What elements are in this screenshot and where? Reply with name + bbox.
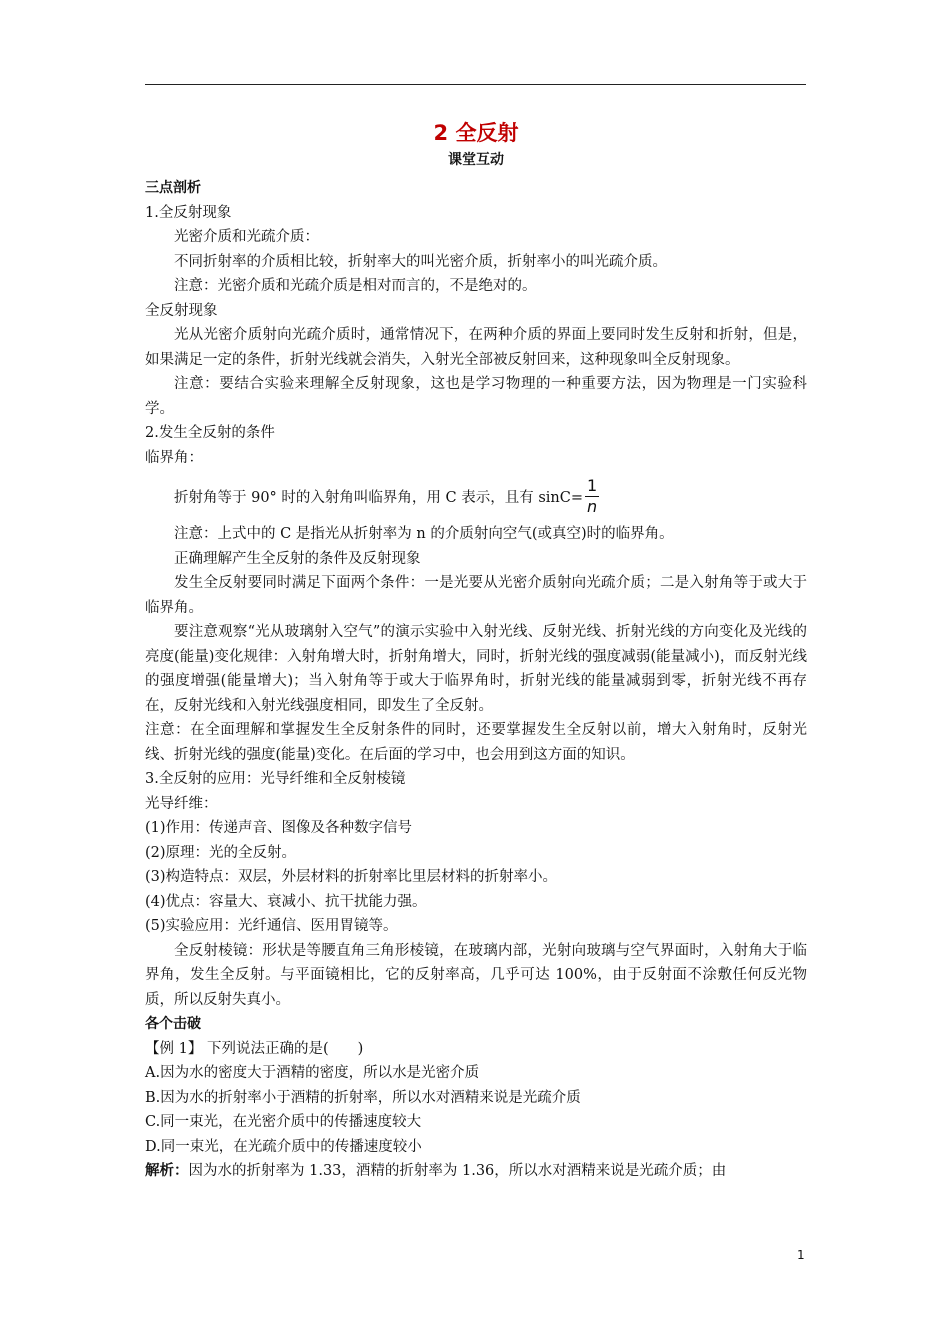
- paragraph: 发生全反射要同时满足下面两个条件：一是光要从光密介质射向光疏介质；二是入射角等于或大于临界角。: [145, 575, 807, 616]
- section-heading-analysis: 三点剖析: [145, 180, 201, 196]
- example-question: [145, 1037, 807, 1062]
- paragraph: 正确理解产生全反射的条件及反射现象: [174, 550, 421, 567]
- example-label: 【例 1】: [145, 1040, 203, 1057]
- page-number: 1: [797, 1248, 805, 1262]
- paragraph: 光密介质和光疏介质：: [174, 229, 319, 245]
- header-rule: [145, 84, 806, 85]
- paragraph: 要注意观察“光从玻璃射入空气”的演示实验中入射光线、反射光线、折射光线的方向变化及光线的亮度(能量)变化规律：入射角增大时，折射角增大，同时，折射光线的强度减弱(能量减小)，而反射光线的强度增强(能量增大)；当入射角等于或大于临界角时，折射光线的能量减弱到零，折射光线不再存在，反射光线和入射光线强度相同，即发生了全反射。: [145, 624, 807, 714]
- list-item: (3)构造特点：双层，外层材料的折射率比里层材料的折射率小。: [145, 869, 558, 885]
- note-paragraph: 注意：光密介质和光疏介质是相对而言的，不是绝对的。: [174, 278, 537, 294]
- page-subtitle: 课堂互动: [448, 152, 504, 168]
- list-item: (5)实验应用：光纤通信、医用胃镜等。: [145, 918, 398, 934]
- critical-angle-formula: [145, 470, 807, 522]
- paragraph: 不同折射率的介质相比较，折射率大的叫光密介质，折射率小的叫光疏介质。: [174, 253, 667, 270]
- subheading: 光导纤维：: [145, 795, 218, 812]
- analysis-label: 解析：: [145, 1163, 189, 1179]
- heading-conditions: 2.发生全反射的条件: [145, 425, 275, 441]
- note-paragraph: 注意：在全面理解和掌握发生全反射条件的同时，还要掌握发生全反射以前，增大入射角时，反射光线、折射光线的强度(能量)变化。在后面的学习中，也会用到这方面的知识。: [145, 722, 807, 763]
- fraction-denominator: n: [587, 496, 598, 516]
- option-b: B.因为水的折射率小于酒精的折射率，所以水对酒精来说是光疏介质: [145, 1089, 581, 1106]
- section-heading-examples: 各个击破: [145, 1016, 201, 1032]
- paragraph: 光从光密介质射向光疏介质时，通常情况下，在两种介质的界面上要同时发生反射和折射，但是，如果满足一定的条件，折射光线就会消失，入射光全部被反射回来，这种现象叫全反射现象。: [145, 327, 807, 368]
- option-a: A.因为水的密度大于酒精的密度，所以水是光密介质: [145, 1065, 480, 1081]
- fraction: [585, 476, 599, 517]
- heading-total-reflection: 1.全反射现象: [145, 204, 232, 221]
- note-paragraph: 注意：上式中的 C 是指光从折射率为 n 的介质射向空气(或真空)时的临界角。: [174, 526, 674, 542]
- list-item: (4)优点：容量大、衰减小、抗干扰能力强。: [145, 893, 427, 910]
- document-body: [145, 118, 807, 1184]
- page-title: 2 全反射: [433, 121, 519, 145]
- note-paragraph: 注意：要结合实验来理解全反射现象，这也是学习物理的一种重要方法，因为物理是一门实验科学。: [145, 376, 807, 417]
- formula-text: 折射角等于 90° 时的入射角叫临界角，用 C 表示，且有 sinC=: [174, 489, 584, 506]
- fraction-numerator: 1: [587, 475, 598, 495]
- subheading: 全反射现象: [145, 302, 218, 319]
- heading-applications: 3.全反射的应用：光导纤维和全反射棱镜: [145, 771, 406, 787]
- analysis: [145, 1159, 807, 1184]
- list-item: (2)原理：光的全反射。: [145, 844, 297, 861]
- option-c: C.同一束光，在光密介质中的传播速度较大: [145, 1114, 422, 1130]
- example-text: 下列说法正确的是( ): [206, 1040, 364, 1057]
- analysis-text: 因为水的折射率为 1.33，酒精的折射率为 1.36，所以水对酒精来说是光疏介质；由: [188, 1163, 727, 1179]
- subheading: 临界角：: [145, 449, 203, 466]
- list-item: (1)作用：传递声音、图像及各种数字信号: [145, 820, 413, 836]
- paragraph: 全反射棱镜：形状是等腰直角三角形棱镜，在玻璃内部，光射向玻璃与空气界面时，入射角大于临界角，发生全反射。与平面镜相比，它的反射率高，几乎可达 100%，由于反射面不涂敷任何反光物质，所以反射失真小。: [145, 942, 807, 1008]
- option-d: D.同一束光，在光疏介质中的传播速度较小: [145, 1138, 422, 1155]
